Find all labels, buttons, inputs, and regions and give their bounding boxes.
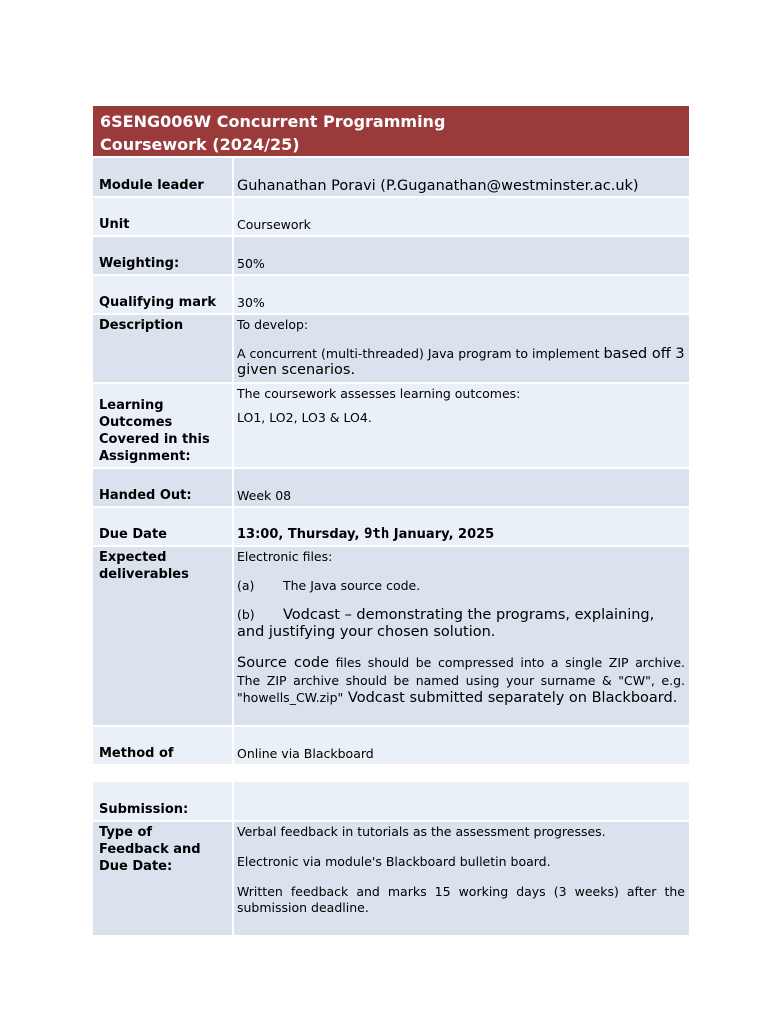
deliverable-b-marker: (b) [237, 607, 255, 622]
description-intro: To develop: [237, 317, 309, 332]
row-expected-deliverables [93, 545, 689, 725]
deliverable-b-text: Vodcast – demonstrating the programs, explaining, and justifying your chosen solution. [237, 607, 655, 640]
coursework-spec-table [93, 106, 689, 935]
deliverable-b [237, 606, 685, 641]
description-body [237, 346, 685, 378]
due-date-time: 13:00, Thursday, [237, 527, 364, 542]
header-subtitle: Coursework (2024/25) [100, 135, 300, 154]
row-feedback [93, 820, 689, 935]
description-label: Description [93, 315, 234, 382]
row-submission [93, 782, 689, 820]
header-title: 6SENG006W Concurrent Programming [100, 112, 446, 131]
submission-value [234, 782, 689, 820]
handed-out-label: Handed Out: [93, 469, 234, 506]
vodcast-submission-note: Vodcast submitted separately on Blackboard. [343, 690, 678, 706]
expected-deliverables-value [234, 547, 689, 725]
document-header [93, 106, 689, 156]
feedback-electronic: Electronic via module's Blackboard bulletin board. [237, 854, 551, 869]
submission-label: Submission: [93, 782, 234, 820]
due-date-month-year: January, 2025 [389, 527, 495, 542]
handed-out-value: Week 08 [237, 488, 292, 503]
qualifying-mark-value: 30% [237, 295, 265, 310]
module-leader-value: Guhanathan Poravi (P.Guganathan@westminster.ac.uk) [237, 178, 639, 194]
feedback-written: Written feedback and marks 15 working days (3 weeks) after the submission deadline. [237, 884, 685, 915]
table-page-gap [93, 764, 689, 782]
learning-outcomes-list: LO1, LO2, LO3 & LO4. [237, 410, 372, 425]
due-date-day: 9th [363, 526, 390, 542]
source-code-text: Source code [237, 655, 329, 671]
deliverable-a [237, 578, 685, 594]
weighting-value: 50% [237, 256, 265, 271]
zip-archive-instructions: files should be compressed into a single ZIP archive. The ZIP archive should be named using your surname & "CW", e.g. "howells_CW.zip" [237, 655, 685, 705]
row-description [93, 313, 689, 382]
row-due-date [93, 506, 689, 545]
feedback-verbal: Verbal feedback in tutorials as the assessment progresses. [237, 824, 606, 839]
description-body-part1: A concurrent (multi-threaded) Java program to implement [237, 346, 604, 361]
description-body-part2: based off 3 given scenarios. [237, 346, 685, 378]
row-weighting [93, 235, 689, 274]
description-value [234, 315, 689, 382]
weighting-label: Weighting: [93, 237, 234, 274]
unit-label: Unit [93, 198, 234, 235]
row-method-of [93, 725, 689, 764]
deliverables-submission-notes [237, 654, 685, 707]
feedback-value [234, 822, 689, 935]
deliverable-a-text: The Java source code. [283, 578, 421, 593]
deliverable-a-marker: (a) [237, 578, 255, 593]
expected-deliverables-label: Expected deliverables [93, 547, 234, 725]
learning-outcomes-intro: The coursework assesses learning outcomes: [237, 386, 521, 401]
method-of-value: Online via Blackboard [237, 746, 374, 761]
module-leader-label: Module leader [93, 158, 234, 196]
learning-outcomes-label: Learning Outcomes Covered in this Assignment: [93, 384, 234, 467]
row-module-leader [93, 156, 689, 196]
qualifying-mark-label: Qualifying mark [93, 276, 234, 313]
unit-value: Coursework [237, 217, 311, 232]
due-date-value [234, 508, 689, 545]
row-learning-outcomes [93, 382, 689, 467]
feedback-label: Type of Feedback and Due Date: [93, 822, 234, 935]
method-of-label: Method of [93, 727, 234, 764]
row-qualifying-mark [93, 274, 689, 313]
learning-outcomes-value [234, 384, 689, 467]
deliverables-intro: Electronic files: [237, 549, 333, 564]
row-handed-out [93, 467, 689, 506]
due-date-label: Due Date [93, 508, 234, 545]
row-unit [93, 196, 689, 235]
